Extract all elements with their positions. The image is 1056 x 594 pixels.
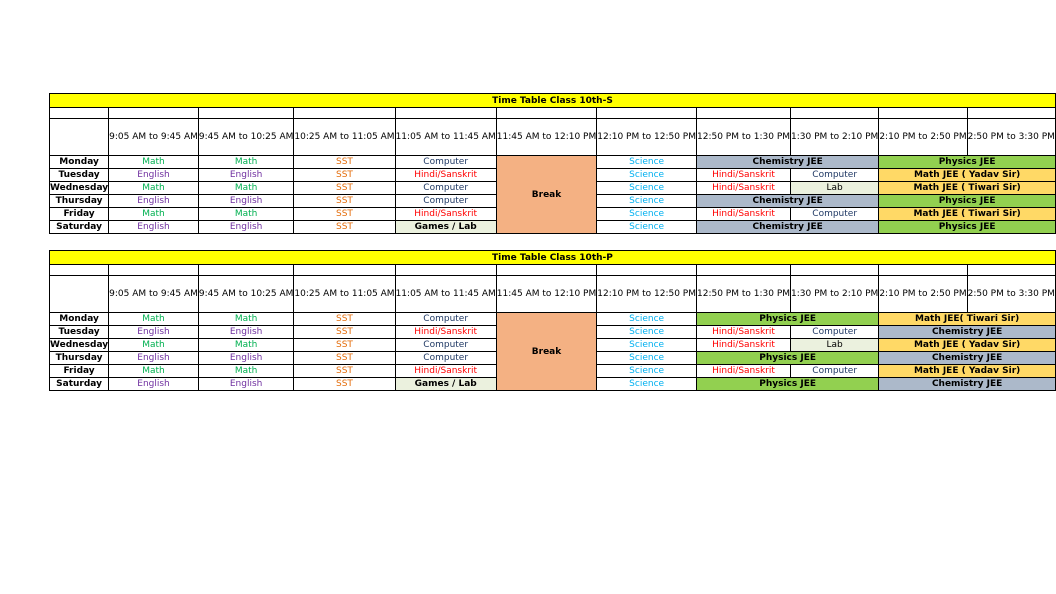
period-cell: English <box>198 169 293 182</box>
period-cell: Math <box>109 313 199 326</box>
period-cell: Computer <box>395 313 496 326</box>
period-cell: English <box>198 352 293 365</box>
time-slot: 12:10 PM to 12:50 PM <box>597 119 697 156</box>
header-corner <box>50 119 109 156</box>
period-cell: Hindi/Sanskrit <box>697 339 791 352</box>
time-slot: 12:50 PM to 1:30 PM <box>697 276 791 313</box>
period-cell: Computer <box>791 169 879 182</box>
time-slot: 2:50 PM to 3:30 PM <box>967 276 1055 313</box>
jee-cell: Physics JEE <box>697 352 879 365</box>
day-label: Friday <box>50 365 109 378</box>
period-cell: Hindi/Sanskrit <box>395 326 496 339</box>
period-cell: English <box>109 378 199 391</box>
time-slot: 11:45 AM to 12:10 PM <box>496 276 596 313</box>
jee-cell: Chemistry JEE <box>697 221 879 234</box>
jee-cell: Chemistry JEE <box>879 378 1056 391</box>
day-label: Tuesday <box>50 326 109 339</box>
period-cell: Science <box>597 208 697 221</box>
period-cell: Computer <box>791 365 879 378</box>
period-cell: English <box>198 378 293 391</box>
time-slot: 11:05 AM to 11:45 AM <box>395 276 496 313</box>
period-cell: Math <box>109 339 199 352</box>
period-cell: Lab <box>791 339 879 352</box>
period-cell: Hindi/Sanskrit <box>697 365 791 378</box>
jee-cell: Math JEE ( Yadav Sir) <box>879 365 1056 378</box>
table-row <box>50 313 1056 326</box>
period-cell: Science <box>597 352 697 365</box>
jee-cell: Physics JEE <box>697 313 879 326</box>
period-cell: Science <box>597 182 697 195</box>
time-slot: 9:45 AM to 10:25 AM <box>198 119 293 156</box>
day-label: Saturday <box>50 378 109 391</box>
jee-cell: Physics JEE <box>697 378 879 391</box>
period-cell: Computer <box>395 195 496 208</box>
time-slot: 9:45 AM to 10:25 AM <box>198 276 293 313</box>
period-cell: SST <box>294 352 395 365</box>
period-cell: SST <box>294 156 395 169</box>
period-cell: Hindi/Sanskrit <box>697 182 791 195</box>
period-cell: Science <box>597 169 697 182</box>
period-cell: SST <box>294 339 395 352</box>
time-slot: 10:25 AM to 11:05 AM <box>294 119 395 156</box>
period-cell: Hindi/Sanskrit <box>697 208 791 221</box>
day-label: Wednesday <box>50 340 109 350</box>
table-title: Time Table Class 10th-P <box>50 251 1056 265</box>
break-cell: Break <box>496 313 596 391</box>
period-cell: SST <box>294 182 395 195</box>
time-slot: 12:10 PM to 12:50 PM <box>597 276 697 313</box>
period-cell: Computer <box>395 339 496 352</box>
period-cell: Science <box>597 221 697 234</box>
period-cell: English <box>109 352 199 365</box>
period-cell: Math <box>109 208 199 221</box>
period-cell: Math <box>198 365 293 378</box>
period-cell: SST <box>294 221 395 234</box>
jee-cell: Math JEE ( Yadav Sir) <box>879 169 1056 182</box>
period-cell: SST <box>294 313 395 326</box>
table-row <box>50 156 1056 169</box>
period-cell: Science <box>597 156 697 169</box>
period-cell: Computer <box>395 182 496 195</box>
period-cell: Science <box>597 326 697 339</box>
jee-cell: Math JEE ( Tiwari Sir) <box>879 208 1056 221</box>
period-cell: Lab <box>791 182 879 195</box>
period-cell: SST <box>294 169 395 182</box>
period-cell: SST <box>294 378 395 391</box>
jee-cell: Math JEE( Tiwari Sir) <box>879 313 1056 326</box>
day-label: Thursday <box>50 352 109 365</box>
period-cell: English <box>109 326 199 339</box>
period-cell: Math <box>198 339 293 352</box>
period-cell: Science <box>597 339 697 352</box>
time-slot: 12:50 PM to 1:30 PM <box>697 119 791 156</box>
period-cell: Hindi/Sanskrit <box>395 169 496 182</box>
table-title: Time Table Class 10th-S <box>50 94 1056 108</box>
period-cell: Math <box>198 182 293 195</box>
jee-cell: Chemistry JEE <box>697 195 879 208</box>
period-cell: Math <box>198 156 293 169</box>
jee-cell: Chemistry JEE <box>879 326 1056 339</box>
period-cell: SST <box>294 326 395 339</box>
period-cell: Science <box>597 195 697 208</box>
period-cell: Science <box>597 313 697 326</box>
period-cell: English <box>109 195 199 208</box>
day-label: Friday <box>50 208 109 221</box>
period-cell: Hindi/Sanskrit <box>697 169 791 182</box>
jee-cell: Math JEE ( Yadav Sir) <box>879 339 1056 352</box>
time-slot: 1:30 PM to 2:10 PM <box>791 119 879 156</box>
time-slot: 2:10 PM to 2:50 PM <box>879 276 967 313</box>
period-cell: English <box>109 169 199 182</box>
period-cell: English <box>198 326 293 339</box>
time-slot: 9:05 AM to 9:45 AM <box>109 276 199 313</box>
jee-cell: Physics JEE <box>879 156 1056 169</box>
period-cell: Science <box>597 378 697 391</box>
timetable-10th-s <box>49 93 1056 234</box>
period-cell: Math <box>198 313 293 326</box>
day-label: Tuesday <box>50 169 109 182</box>
period-cell: Hindi/Sanskrit <box>395 365 496 378</box>
jee-cell: Physics JEE <box>879 195 1056 208</box>
jee-cell: Chemistry JEE <box>879 352 1056 365</box>
period-cell: Computer <box>395 352 496 365</box>
period-cell: Math <box>198 208 293 221</box>
period-cell: Games / Lab <box>395 221 496 234</box>
period-cell: English <box>109 221 199 234</box>
jee-cell: Chemistry JEE <box>697 156 879 169</box>
period-cell: Math <box>109 182 199 195</box>
jee-cell: Math JEE ( Tiwari Sir) <box>879 182 1056 195</box>
day-label: Saturday <box>50 221 109 234</box>
period-cell: Science <box>597 365 697 378</box>
period-cell: SST <box>294 365 395 378</box>
day-label: Thursday <box>50 195 109 208</box>
period-cell: Computer <box>791 208 879 221</box>
break-cell: Break <box>496 156 596 234</box>
time-slot: 9:05 AM to 9:45 AM <box>109 119 199 156</box>
day-label: Monday <box>50 156 109 169</box>
period-cell: Math <box>109 156 199 169</box>
period-cell: Computer <box>791 326 879 339</box>
day-label: Monday <box>50 313 109 326</box>
period-cell: Math <box>109 365 199 378</box>
time-slot: 1:30 PM to 2:10 PM <box>791 276 879 313</box>
period-cell: English <box>198 195 293 208</box>
period-cell: English <box>198 221 293 234</box>
day-label: Wednesday <box>50 183 109 193</box>
time-slot: 11:45 AM to 12:10 PM <box>496 119 596 156</box>
period-cell: Hindi/Sanskrit <box>395 208 496 221</box>
period-cell: Games / Lab <box>395 378 496 391</box>
jee-cell: Physics JEE <box>879 221 1056 234</box>
timetable-10th-p <box>49 250 1056 391</box>
time-slot: 2:50 PM to 3:30 PM <box>967 119 1055 156</box>
time-slot: 11:05 AM to 11:45 AM <box>395 119 496 156</box>
period-cell: Computer <box>395 156 496 169</box>
header-corner <box>50 276 109 313</box>
period-cell: Hindi/Sanskrit <box>697 326 791 339</box>
time-slot: 2:10 PM to 2:50 PM <box>879 119 967 156</box>
period-cell: SST <box>294 195 395 208</box>
time-slot: 10:25 AM to 11:05 AM <box>294 276 395 313</box>
period-cell: SST <box>294 208 395 221</box>
